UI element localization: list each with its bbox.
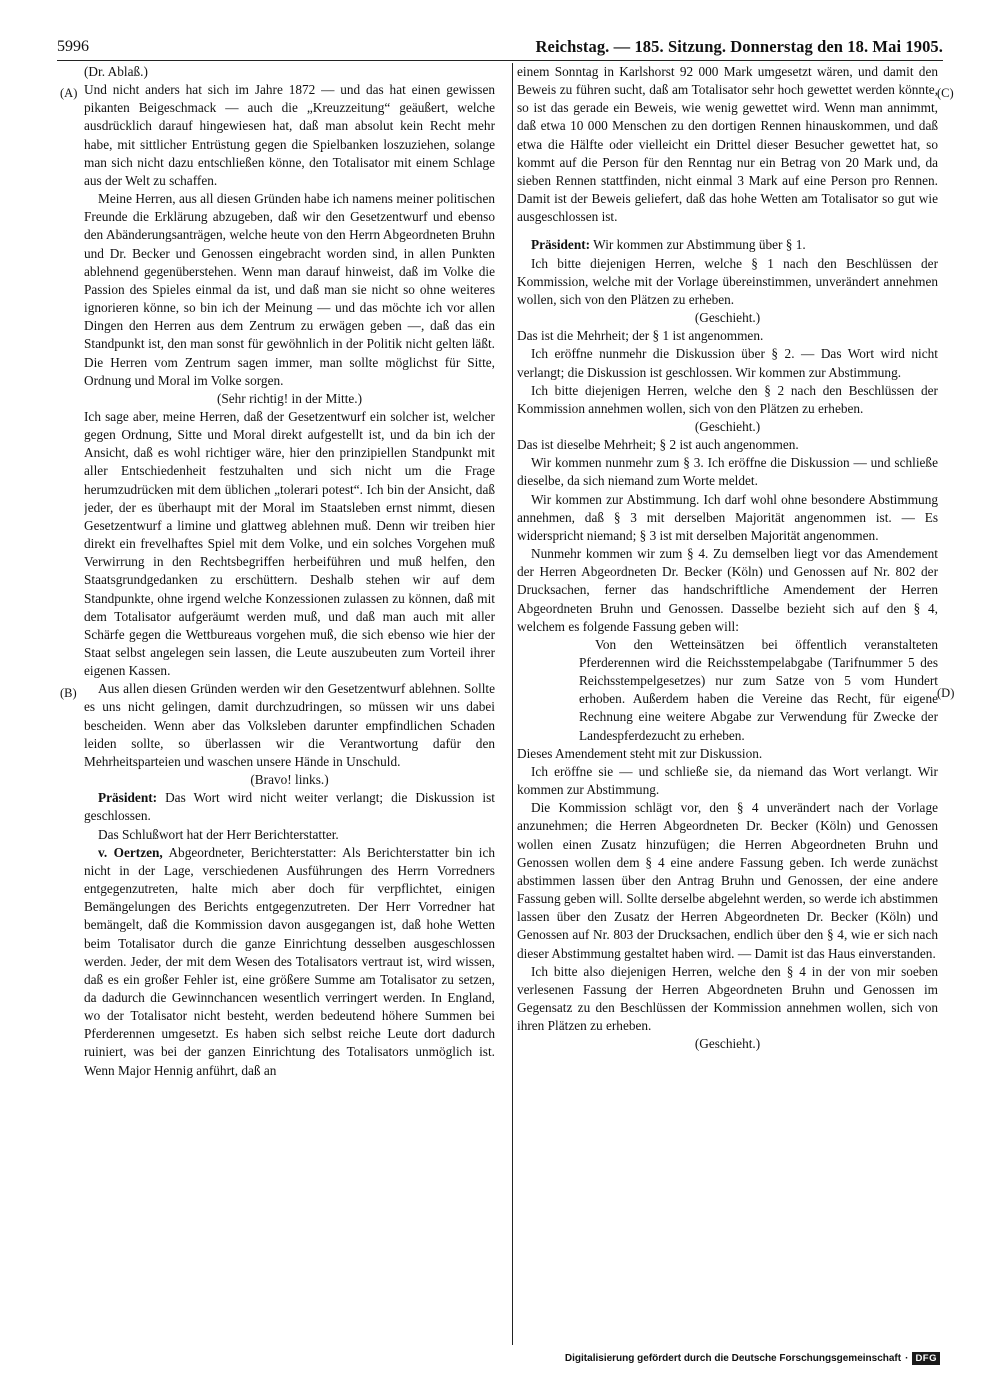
speaker-tag: (Dr. Ablaß.)	[84, 64, 148, 79]
stage-direction: (Geschieht.)	[694, 1036, 761, 1052]
speech-text: Das Wort wird nicht weiter verlangt; die Diskussion ist geschlossen.	[84, 790, 495, 824]
paragraph: Wir kommen nunmehr zum § 3. Ich eröffne die Diskussion — und schließe dieselbe, da sich niemand zum Worte meldet.	[517, 455, 938, 489]
interjection: (Sehr richtig! in der Mitte.)	[216, 390, 363, 406]
page-number: 5996	[57, 38, 89, 55]
speech-text: Abgeordneter, Berichterstatter: Als Berichterstatter bin ich nicht in der Lage, verschiedenen Ausführungen des Herrn Vorredners entgegenzutreten, halte mich aber doch für verpflichtet, einigen Bemängelungen des Berichts entgegenzutreten. Der Herr Vorredner hat bemängelt, daß die Kommission davon ausgegangen ist, daß hohe Wetten beim Totalisator durch die ganze Einrichtung desselben ausgeschlossen werden. Jeder, der mit dem Wesen des Totalisators vertraut ist, wird wissen, daß es ein großer Fehler ist, eine größere Summe am Totalisator zu setzen, da dadurch die Gewinnchancen wesentlich verringert werden. In England, wo der Totalisator nicht besteht, werden bedeutend höhere Summen bei Pferderennen umgesetzt. Es haben sich selbst reiche Leute dort dadurch ruiniert, was bei der ganzen Einrichtung des Totalisators unmöglich ist. Wenn Major Hennig anführt, daß an	[84, 844, 495, 1078]
paragraph: Nunmehr kommen wir zum § 4. Zu demselben liegt vor das Amendement der Herren Abgeordneten Dr. Becker (Köln) und Genossen auf Nr. 802 der Drucksachen, ferner das handschriftliche Amendement der Herren Abgeordneten Bruhn und Genossen. Dasselbe bezieht sich auf den § 4, welchem es folgende Fassung geben will:	[517, 546, 938, 634]
stage-direction: (Geschieht.)	[694, 418, 761, 434]
margin-letter-c: (C)	[937, 86, 954, 100]
paragraph: Aus allen diesen Gründen werden wir den Gesetzentwurf ablehnen. Sollte es uns nicht gelingen, damit durchzudringen, so müssen wir uns dabei bescheiden. Wenn aber das Volksleben darunter empfindlichen Schaden leiden sollte, so überlassen wir die Verantwortung dafür den Mehrheitsparteien und waschen unsere Hände in Unschuld.	[84, 681, 495, 769]
margin-letter-b: (B)	[60, 686, 77, 700]
speaker-name: v. Oertzen,	[98, 844, 163, 860]
speech-paragraph	[517, 236, 938, 254]
paragraph: Das ist die Mehrheit; der § 1 ist angenommen.	[517, 328, 764, 344]
amendment-quote: Von den Wetteinsätzen bei öffentlich veranstalteten Pferderennen wird die Reichsstempelabgabe (Tarifnummer 5 des Reichsstempelgesetzes) nur zum Satze von 5 vom Hundert erhoben. Außerdem haben die Vereine das Recht, für eigene Rechnung eine weitere Abgabe zur Verwendung für Zwecke der Landespferdezucht zu erheben.	[579, 636, 938, 743]
credit-text: Digitalisierung gefördert durch die Deutsche Forschungsgemeinschaft	[564, 1353, 902, 1364]
left-column	[84, 63, 495, 1345]
running-title: Reichstag. — 185. Sitzung. Donnerstag den 18. Mai 1905.	[535, 37, 943, 56]
separator-dot: ·	[905, 1353, 909, 1364]
paragraph: Wir kommen zur Abstimmung. Ich darf wohl ohne besondere Abstimmung annehmen, daß § 3 mit derselben Majorität angenommen ist. — Es widerspricht niemand; § 3 ist mit derselben Majorität angenommen.	[517, 491, 938, 543]
margin-letter-d: (D)	[937, 686, 955, 700]
paragraph: Dieses Amendement steht mit zur Diskussion.	[517, 745, 763, 761]
dfg-logo: DFG	[912, 1352, 940, 1365]
paragraph: Ich bitte diejenigen Herren, welche den § 2 nach den Beschlüssen der Kommission annehmen wollen, sich von den Plätzen zu erheben.	[517, 382, 938, 416]
paragraph: Und nicht anders hat sich im Jahre 1872 — und das hat einen gewissen pikanten Beigeschmack — auch die „Kreuzzeitung“ geäußert, welche ausdrücklich darauf hingewiesen hat, daß man absolut kein Recht mehr habe, mit sittlicher Entrüstung gegen die Spielbanken loszuziehen, solange man sich nicht dazu entschließen könne, den Totalisator mit einem Schlage aus der Welt zu schaffen.	[84, 82, 495, 188]
speech-paragraph	[84, 789, 495, 825]
paragraph: Das ist dieselbe Mehrheit; § 2 ist auch angenommen.	[517, 437, 799, 453]
paragraph: Meine Herren, aus all diesen Gründen habe ich namens meiner politischen Freunde die Erklärung abzugeben, daß wir den Gesetzentwurf und ebenso den Abänderungsanträgen, welche heute von den Herrn Abgeordneten Bruhn und Dr. Becker und Genossen eingebracht worden sind, in allen Punkten ablehnend gegenüberstehen. Wenn man darauf hinweist, daß im Volke die Passion des Spieles einmal da ist, und daß man sie nicht so ohne weiteres ignorieren könne, so bin ich der Meinung — und das möchte ich vor allen Dingen den Herren aus dem Zentrum zu erwägen geben —, daß das ein Standpunkt ist, den man sonst für gewöhnlich in der Politik nicht gelten läßt. Die Herren vom Zentrum sagen immer, man sollte möglichst für Sitte, Ordnung und Moral im Volke sorgen.	[84, 191, 495, 388]
margin-letter-a: (A)	[60, 86, 78, 100]
right-column	[512, 63, 938, 1345]
speech-text: Wir kommen zur Abstimmung über § 1.	[590, 237, 806, 253]
paragraph: Die Kommission schlägt vor, den § 4 unverändert nach der Vorlage anzunehmen; die Herren Abgeordneten Dr. Becker (Köln) und Genossen wollen einen Zusatz hinzufügen; die Herren Abgeordneten Bruhn und Genossen wollen dem § 4 eine andere Fassung geben. Ich werde zunächst abstimmen lassen über den Antrag Bruhn und Genossen, der eine andere Fassung geben will. Sollte derselbe abgelehnt werden, so werde ich abstimmen lassen über den Zusatz der Herren Abgeordneten Dr. Becker (Köln) und Genossen auf Nr. 803 der Drucksachen, endlich über den § 4, wie er sich nach dieser Abstimmung gestaltet haben wird. — Damit ist das Haus einverstanden.	[517, 800, 938, 961]
stage-direction: (Geschieht.)	[694, 310, 761, 326]
interjection: (Bravo! links.)	[250, 772, 329, 788]
paragraph: einem Sonntag in Karlshorst 92 000 Mark umgesetzt wären, und damit den Beweis zu führen sucht, daß am Totalisator sehr hoch gewettet werden könnte, so ist das gerade ein Beweis, wie wenig gewettet wird. Wenn man annimmt, daß etwa 10 000 Menschen zu den dortigen Rennen hinauskommen, und daß etwa die Hälfte oder vielleicht ein Drittel dieser Besucher gewettet hat, so kommt auf die Person für den Renntag nur ein Betrag von 20 Mark und, da sieben Rennen stattfinden, nicht einmal 3 Mark auf eine Person pro Rennen. Damit ist der Beweis geliefert, daß das hohe Wetten am Totalisator so gut wie ausgeschlossen ist.	[517, 64, 938, 225]
spacer	[517, 226, 938, 236]
speaker-name: Präsident:	[98, 790, 158, 806]
paragraph: Ich eröffne sie — und schließe sie, da niemand das Wort verlangt. Wir kommen zur Abstimmung.	[517, 763, 938, 798]
paragraph: Ich bitte diejenigen Herren, welche § 1 nach den Beschlüssen der Kommission, welche mit der Vorlage übereinstimmen, unverändert annehmen wollen, sich von den Plätzen zu erheben.	[517, 255, 938, 307]
speech-paragraph	[84, 844, 495, 1080]
page-header	[57, 34, 943, 61]
paragraph: Das Schlußwort hat der Herr Berichterstatter.	[98, 826, 339, 842]
paragraph: Ich bitte also diejenigen Herren, welche den § 4 in der von mir soeben verlesenen Fassung der Herren Abgeordneten Bruhn und Genossen im Gegensatz zu den Beschlüssen der Kommission annehmen wollen, sich von ihren Plätzen zu erheben.	[517, 963, 938, 1034]
paragraph: Ich eröffne nunmehr die Diskussion über § 2. — Das Wort wird nicht verlangt; die Diskussion ist geschlossen. Wir kommen zur Abstimmung.	[517, 346, 938, 380]
digitization-credit	[565, 1352, 940, 1365]
speaker-name: Präsident:	[531, 237, 591, 253]
paragraph: Ich sage aber, meine Herren, daß der Gesetzentwurf ein solcher ist, welcher gegen Ordnung, Sitte und Moral direkt aufgestellt ist, und da bin ich der Ansicht, daß es wohl richtiger wäre, hier den prinzipiellen Standpunkt mit aller Entschiedenheit festzuhalten und sich nicht um die Frage herumzudrücken mit dem üblichen „tolerari potest“. Ich bin der Ansicht, daß jeder, der es überhaupt mit der Moral im Staatsleben ernst nimmt, diesen Gesetzentwurf a limine und glattweg ablehnen muß. Denn wir treiben hier direkt ein frevelhaftes Spiel mit dem Volke, und ein solches Vorgehen muß Verwirrung in den Rechtsbegriffen herbeiführen und muß helfen, den Staatsgrundgedanken zu erschüttern. Deshalb stehen wir auf dem Standpunkte, ohne irgend welche Konzessionen zulassen zu können, daß mit dem Totalisator aufgeräumt werden muß, und daß man auch mit aller Schärfe gegen die Wettbureaus vorgehen muß, die sich ebenso wie hier der Staat selbst angelegen sein lassen, die Leute auszubeuten zum Vorteil ihrer eigenen Kassen.	[84, 408, 495, 679]
